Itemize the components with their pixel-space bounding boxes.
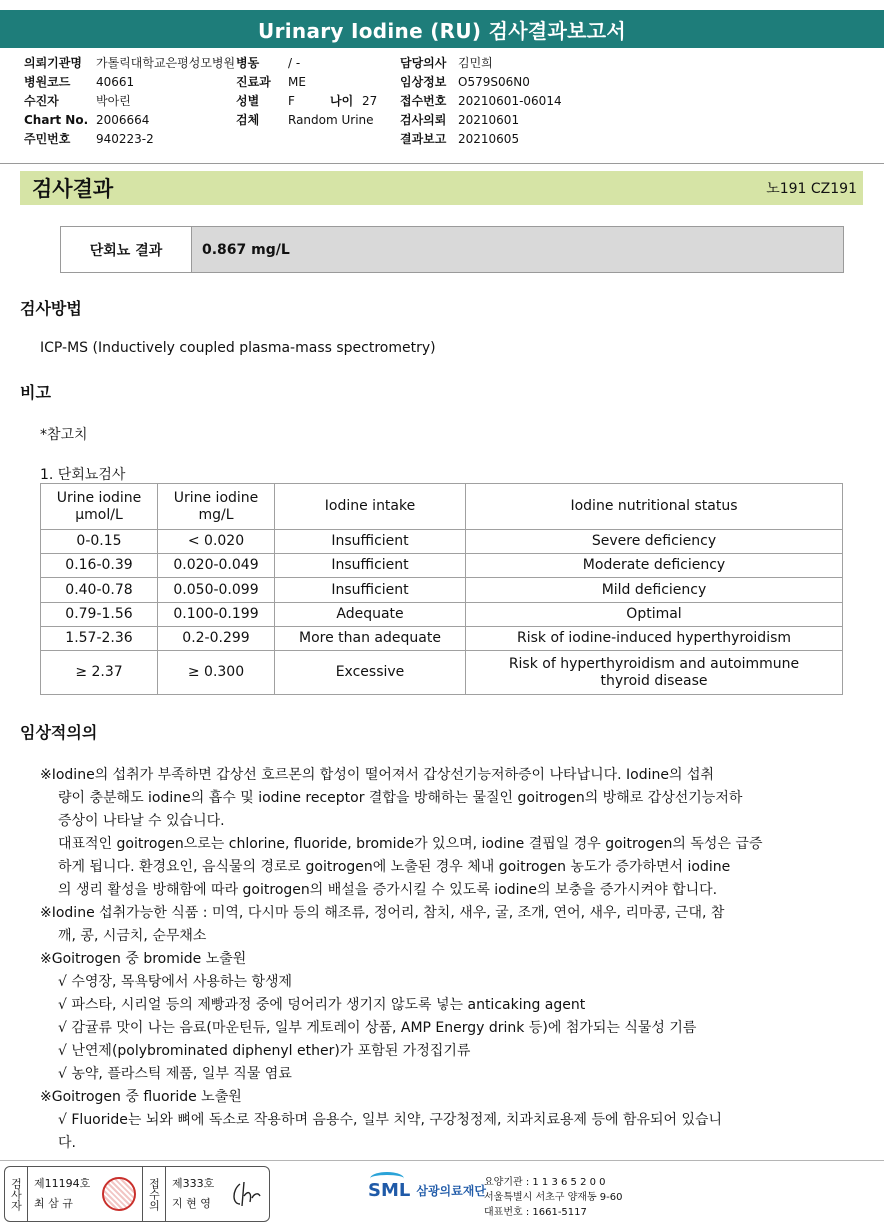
report-date-value: 20210605 xyxy=(458,132,520,146)
result-section-title: 검사결과 xyxy=(32,177,114,201)
info-col-1 xyxy=(24,54,235,149)
receiver-number: 제333호 xyxy=(172,1177,215,1190)
request-label: 검사의뢰 xyxy=(400,113,447,127)
clinical-info-label: 임상정보 xyxy=(400,75,447,89)
patient-value: 박아린 xyxy=(96,94,131,108)
cell: 0.020-0.049 xyxy=(158,554,275,578)
cell: 0.050-0.099 xyxy=(158,578,275,603)
result-label: 단회뇨 결과 xyxy=(61,227,192,272)
cell: 1.57-2.36 xyxy=(41,627,158,651)
result-box xyxy=(60,226,844,273)
cell: < 0.020 xyxy=(158,530,275,554)
clinical-line: 대표적인 goitrogen으로는 chlorine, fluoride, bromide가 있으며, iodine 결핍일 경우 goitrogen의 독성은 급증 xyxy=(58,836,763,852)
chart-label: Chart No. xyxy=(24,113,89,127)
clinical-line: 깨, 콩, 시금치, 순무채소 xyxy=(58,928,207,944)
dept-value: ME xyxy=(288,75,306,89)
cell: 0.40-0.78 xyxy=(41,578,158,603)
clinical-line: √ 농약, 플라스틱 제품, 일부 직물 염료 xyxy=(58,1066,292,1082)
table-row xyxy=(41,651,843,695)
clinical-line: ※Iodine 섭취가능한 식품 : 미역, 다시마 등의 해조류, 정어리, 참치, 새우, 굴, 조개, 연어, 새우, 리마콩, 근대, 참 xyxy=(40,905,725,921)
org-phone: 대표번호 : 1661-5117 xyxy=(484,1207,587,1218)
signature-box xyxy=(4,1166,270,1222)
info-col-3 xyxy=(400,54,562,149)
receiver-label: 접수의 xyxy=(142,1167,166,1221)
report-date-label: 결과보고 xyxy=(400,132,447,146)
doctor-label: 담당의사 xyxy=(400,56,447,70)
examiner-cell xyxy=(28,1167,96,1221)
cell: Severe deficiency xyxy=(466,530,843,554)
signature-icon xyxy=(228,1174,262,1214)
result-value: 0.867 mg/L xyxy=(192,227,843,272)
ward-value: / - xyxy=(288,56,301,70)
cell: Risk of hyperthyroidism and autoimmune thyroid disease xyxy=(466,651,843,695)
cell: 0.100-0.199 xyxy=(158,603,275,627)
clinical-line: 량이 충분해도 iodine의 흡수 및 iodine receptor 결합을 방해하는 물질인 goitrogen의 방해로 갑상선기능저하 xyxy=(58,790,743,806)
institution-value: 가톨릭대학교은평성모병원 xyxy=(96,56,236,70)
examiner-seal-icon xyxy=(102,1177,136,1211)
cell: Optimal xyxy=(466,603,843,627)
cell: ≥ 0.300 xyxy=(158,651,275,695)
header-mgl: Urine iodine mg/L xyxy=(158,484,275,530)
cell: Moderate deficiency xyxy=(466,554,843,578)
org-name: 삼광의료재단 xyxy=(416,1184,486,1198)
cell: 0.2-0.299 xyxy=(158,627,275,651)
institution-label: 의뢰기관명 xyxy=(24,56,82,70)
request-value: 20210601 xyxy=(458,113,520,127)
clinical-line: √ 감귤류 맛이 나는 음료(마운틴듀, 일부 게토레이 상품, AMP Energy drink 등)에 첨가되는 식물성 기름 xyxy=(58,1020,697,1036)
clinical-line: 증상이 나타날 수 있습니다. xyxy=(58,813,225,829)
clinical-info-value: O579S06N0 xyxy=(458,75,530,89)
table-row xyxy=(41,554,843,578)
table-row xyxy=(41,578,843,603)
specimen-label: 검체 xyxy=(236,113,260,127)
table-row xyxy=(41,603,843,627)
receipt-label: 접수번호 xyxy=(400,94,447,108)
clinical-line: ※Goitrogen 중 bromide 노출원 xyxy=(40,951,247,967)
receipt-value: 20210601-06014 xyxy=(458,94,562,108)
cell: Insufficient xyxy=(275,554,466,578)
clinical-line: √ 파스타, 시리얼 등의 제빵과정 중에 덩어리가 생기지 않도록 넣는 anticaking agent xyxy=(58,997,586,1013)
receiver-name: 지 현 영 xyxy=(172,1197,211,1210)
chart-value: 2006664 xyxy=(96,113,150,127)
header-intake: Iodine intake xyxy=(275,484,466,530)
header-umol: Urine iodine μmol/L xyxy=(41,484,158,530)
ref-table-title: 1. 단회뇨검사 xyxy=(40,467,126,483)
hospital-code-value: 40661 xyxy=(96,75,135,89)
cell: Risk of iodine-induced hyperthyroidism xyxy=(466,627,843,651)
cell: Insufficient xyxy=(275,530,466,554)
reference-table xyxy=(40,483,843,695)
age-value: 27 xyxy=(362,94,378,108)
resident-label: 주민번호 xyxy=(24,132,71,146)
specimen-value: Random Urine xyxy=(288,113,374,127)
clinical-line: 하게 됩니다. 환경요인, 음식물의 경로로 goitrogen에 노출된 경우 체내 goitrogen 농도가 증가하면서 iodine xyxy=(58,859,731,875)
cell: Excessive xyxy=(275,651,466,695)
clinical-line: √ Fluoride는 뇌와 뼈에 독소로 작용하며 음용수, 일부 치약, 구강청정제, 치과치료용제 등에 함유되어 있습니 xyxy=(58,1112,723,1128)
cell: Mild deficiency xyxy=(466,578,843,603)
clinical-heading: 임상적의의 xyxy=(20,723,98,742)
resident-value: 940223-2 xyxy=(96,132,154,146)
cell: Adequate xyxy=(275,603,466,627)
report-title: Urinary Iodine (RU) 검사결과보고서 xyxy=(0,10,884,48)
table-header-row xyxy=(41,484,843,530)
sml-logo xyxy=(368,1174,486,1201)
examiner-label: 검사자 xyxy=(5,1167,28,1221)
org-street: 서울특별시 서초구 양재동 9-60 xyxy=(484,1192,623,1203)
clinical-line: 다. xyxy=(58,1135,76,1151)
clinical-line: 의 생리 활성을 방해함에 따라 goitrogen의 배설을 증가시킬 수 있도록 iodine의 보충을 증가시켜야 합니다. xyxy=(58,882,718,898)
sex-label: 성별 xyxy=(236,94,260,108)
clinical-line: √ 수영장, 목욕탕에서 사용하는 항생제 xyxy=(58,974,293,990)
info-col-2 xyxy=(236,54,377,130)
method-text: ICP-MS (Inductively coupled plasma-mass spectrometry) xyxy=(40,340,436,356)
patient-label: 수진자 xyxy=(24,94,59,108)
clinical-line: ※Iodine의 섭취가 부족하면 갑상선 호르몬의 합성이 떨어져서 갑상선기능저하증이 나타납니다. Iodine의 섭취 xyxy=(40,767,715,783)
cell: More than adequate xyxy=(275,627,466,651)
hospital-code-label: 병원코드 xyxy=(24,75,71,89)
ward-label: 병동 xyxy=(236,56,260,70)
cell: 0.16-0.39 xyxy=(41,554,158,578)
table-row xyxy=(41,627,843,651)
cell: 0-0.15 xyxy=(41,530,158,554)
cell: 0.79-1.56 xyxy=(41,603,158,627)
cell: ≥ 2.37 xyxy=(41,651,158,695)
header-divider xyxy=(0,163,884,164)
examiner-number: 제11194호 xyxy=(34,1177,91,1190)
age-label: 나이 xyxy=(330,94,354,108)
method-heading: 검사방법 xyxy=(20,299,82,318)
org-code: 요양기관 : 1 1 3 6 5 2 0 0 xyxy=(484,1177,606,1188)
reference-note: *참고치 xyxy=(40,427,88,443)
remarks-heading: 비고 xyxy=(20,383,51,402)
receiver-cell xyxy=(166,1167,228,1221)
header-status: Iodine nutritional status xyxy=(466,484,843,530)
org-address xyxy=(484,1175,623,1220)
table-row xyxy=(41,530,843,554)
sml-logo-mark: SML xyxy=(368,1174,410,1201)
clinical-line: ※Goitrogen 중 fluoride 노출원 xyxy=(40,1089,242,1105)
clinical-significance xyxy=(40,764,840,1155)
sex-value: F xyxy=(288,94,295,108)
cell: Insufficient xyxy=(275,578,466,603)
doctor-value: 김민희 xyxy=(458,56,493,70)
result-section-header xyxy=(20,171,863,205)
clinical-line: √ 난연제(polybrominated diphenyl ether)가 포함된 가정집기류 xyxy=(58,1043,471,1059)
footer-divider xyxy=(0,1160,884,1161)
result-section-code: 노191 CZ191 xyxy=(766,181,857,197)
logo-arc-icon xyxy=(370,1172,404,1185)
dept-label: 진료과 xyxy=(236,75,271,89)
examiner-name: 최 삼 규 xyxy=(34,1197,73,1210)
